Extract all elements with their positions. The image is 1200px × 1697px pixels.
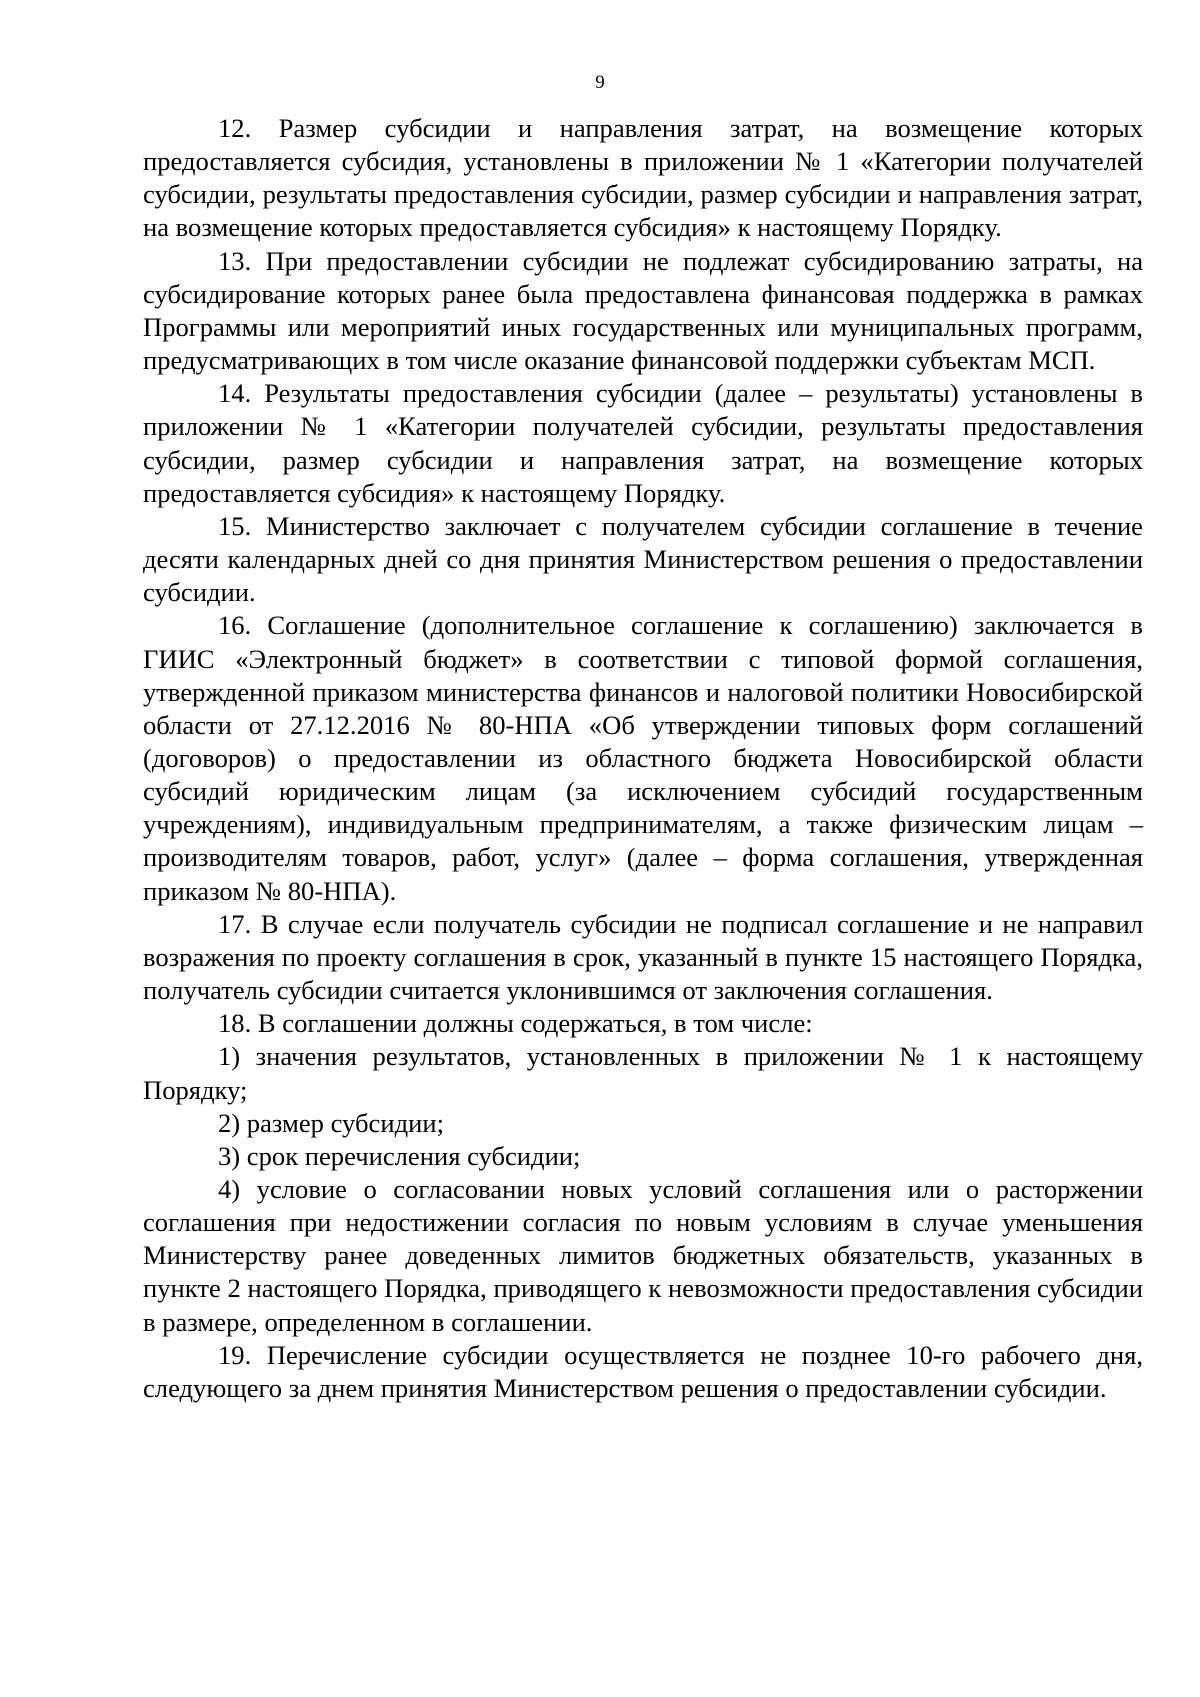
document-body [143, 112, 1143, 1405]
list-item-1: 1) значения результатов, установленных в приложении № 1 к настоящему Порядку; [143, 1041, 1143, 1105]
paragraph-16: 16. Соглашение (дополнительное соглашение к соглашению) заключается в ГИИС «Электронный бюджет» в соответствии с типовой формой соглашения, утвержденной приказом министерства финансов и налоговой политики Новосибирской области от 27.12.2016 № 80-НПА «Об утверждении типовых форм соглашений (договоров) о предоставлении из областного бюджета Новосибирской области субсидий юридическим лицам (за исключением субсидий государственным учреждениям), индивидуальным предпринимателям, а также физическим лицам – производителям товаров, работ, услуг» (далее – форма соглашения, утвержденная приказом № 80-НПА). [143, 610, 1143, 906]
paragraph-17: 17. В случае если получатель субсидии не подписал соглашение и не направил возражения по проекту соглашения в срок, указанный в пункте 15 настоящего Порядка, получатель субсидии считается уклонившимся от заключения соглашения. [143, 908, 1143, 1006]
paragraph-14: 14. Результаты предоставления субсидии (далее – результаты) установлены в приложении № 1 «Категории получателей субсидии, результаты предоставления субсидии, размер субсидии и направления затрат, на возмещение которых предоставляется субсидия» к настоящему Порядку. [143, 378, 1143, 508]
paragraph-12: 12. Размер субсидии и направления затрат, на возмещение которых предоставляется субсидия, установлены в приложении № 1 «Категории получателей субсидии, результаты предоставления субсидии, размер субсидии и направления затрат, на возмещение которых предоставляется субсидия» к настоящему Порядку. [143, 113, 1143, 243]
paragraph-13: 13. При предоставлении субсидии не подлежат субсидированию затраты, на субсидирование которых ранее была предоставлена финансовая поддержка в рамках Программы или мероприятий иных государственных или муниципальных программ, предусматривающих в том числе оказание финансовой поддержки субъектам МСП. [143, 245, 1143, 376]
paragraph-19: 19. Перечисление субсидии осуществляется не позднее 10-го рабочего дня, следующего за днем принятия Министерством решения о предоставлении субсидии. [143, 1339, 1143, 1403]
list-item-2: 2) размер субсидии; [218, 1107, 444, 1138]
list-item-3: 3) срок перечисления субсидии; [218, 1140, 581, 1171]
paragraph-18: 18. В соглашении должны содержаться, в том числе: [218, 1008, 813, 1039]
paragraph-15: 15. Министерство заключает с получателем субсидии соглашение в течение десяти календарных дней со дня принятия Министерством решения о предоставлении субсидии. [143, 510, 1143, 608]
page-number: 9 [595, 72, 605, 93]
list-item-4: 4) условие о согласовании новых условий соглашения или о расторжении соглашения при недостижении согласия по новым условиям в случае уменьшения Министерству ранее доведенных лимитов бюджетных обязательств, указанных в пункте 2 настоящего Порядка, приводящего к невозможности предоставления субсидии в размере, определенном в соглашении. [143, 1174, 1143, 1337]
